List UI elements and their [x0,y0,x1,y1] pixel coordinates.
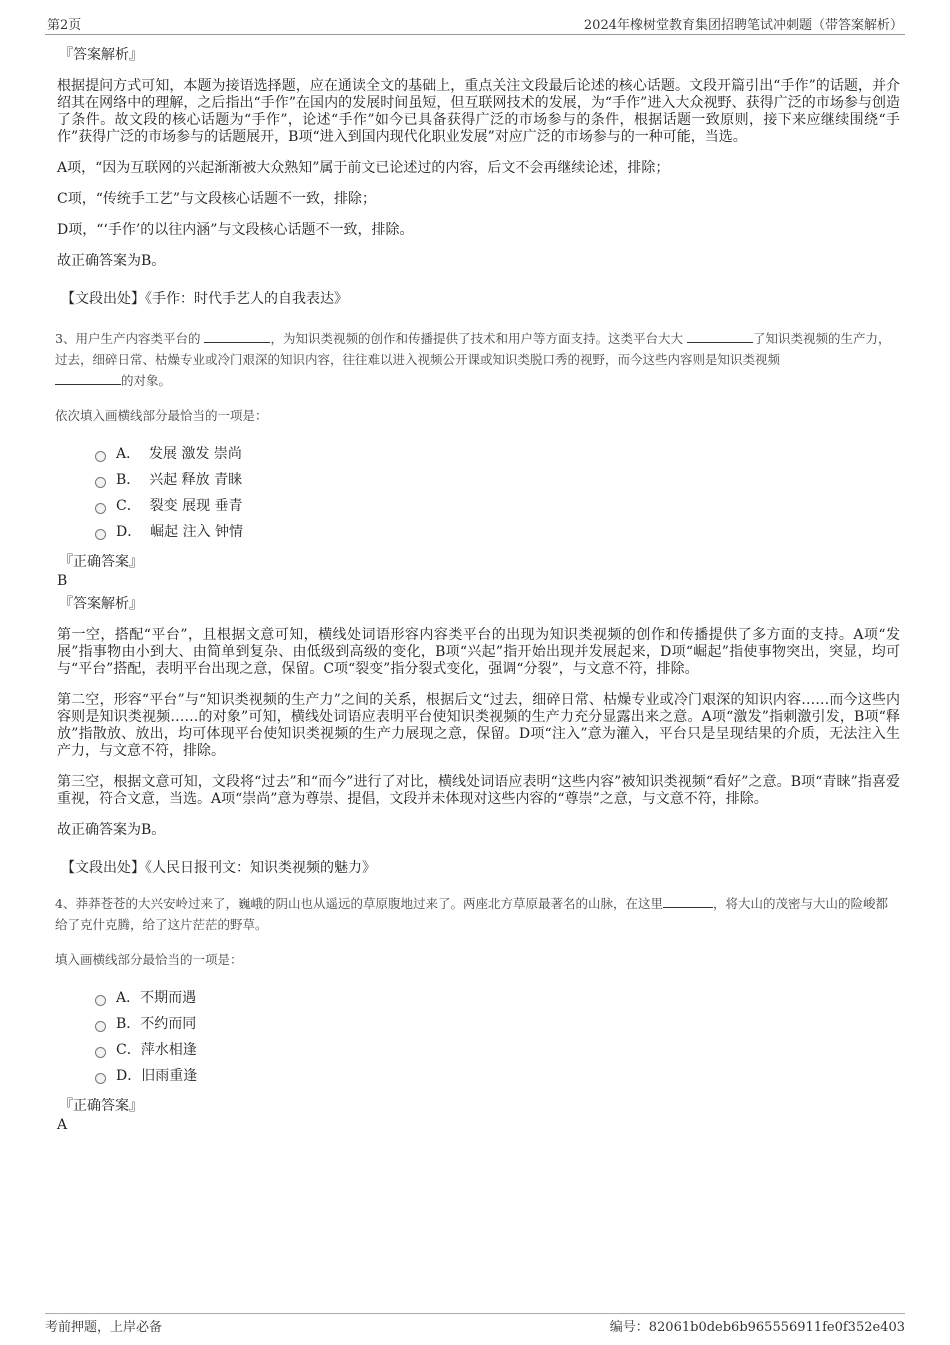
q2-conclusion: 故正确答案为B。 [57,253,166,269]
q2-analysis-p1: 根据提问方式可知，本题为接语选择题，应在通读全文的基础上，重点关注文段最后论述的核心话题。文段开篇引出“手作”的话题，并介绍其在网络中的理解，之后指出“手作”在国内的发展时间虽短，但互联网技术的发展，为“手作”进入大众视野、获得广泛的市场参与创造了条件。故文段的核心话题为“手作”，论述“手作”如今已具备获得广泛的市场参与的条件，根据话题一致原则，接下来应继续围绕“手作”获得广泛的市场参与的话题展开，B项“进入到国内现代化职业发展”对应广泛的市场参与的一种可能，当选。 [57,78,900,145]
radio-icon[interactable] [95,477,106,488]
q4-prompt: 填入画横线部分最恰当的一项是： [55,952,243,967]
q3-option-c[interactable]: C． 裂变 展现 垂青 [95,493,900,519]
q4-option-c[interactable]: C． 萍水相逢 [95,1037,900,1063]
q3-answer-label: 『正确答案』 [59,554,143,570]
q4-answer-label: 『正确答案』 [59,1098,143,1114]
q2-source: 【文段出处】《手作：时代手艺人的自我表达》 [61,291,348,307]
q4-stem: 4、莽莽苍苍的大兴安岭过来了，巍峨的阴山也从遥远的草原腹地过来了。两座北方草原最著名的山脉，在这里 ，将大山的茂密与大山的险峻都给了克什克腾，给了这片茫茫的野草。 [55,896,888,932]
q2-analysis-p2: A项，“因为互联网的兴起渐渐被大众熟知”属于前文已论述过的内容，后文不会再继续论述，排除； [57,160,670,176]
blank-1 [204,330,270,343]
radio-icon[interactable] [95,1073,106,1084]
blank-1 [663,895,713,908]
q3-analysis-p2: 第二空，形容“平台”与“知识类视频的生产力”之间的关系，根据后文“过去，细碎日常、枯燥专业或冷门艰深的知识内容……而今这些内容则是知识类视频……的对象”可知，横线处词语应表明平台使知识类视频的生产力充分显露出来之意。A项“激发”指刺激引发，B项“释放”指散放、放出，均可体现平台使知识类视频的生产力展现之意，保留。D项“注入”意为灌入，平台只是呈现结果的介质，无法注入生产力，与文意不符，排除。 [57,692,900,759]
radio-icon[interactable] [95,503,106,514]
q2-analysis-p4: D项，“‘手作’的以往内涵”与文段核心话题不一致，排除。 [57,222,414,238]
blank-2 [687,330,753,343]
q3-stem: 3、用户生产内容类平台的 ，为知识类视频的创作和传播提供了技术和用户等方面支持。这类平台大大 了知识类视频的生产力，过去，细碎日常、枯燥专业或冷门艰深的知识内容，往往难以进入视频公开课或知识类脱口秀的视野，而今这些内容则是知识类视频 的对象。 [55,331,891,388]
page-header [45,14,905,35]
radio-icon[interactable] [95,995,106,1006]
q3-options [95,441,900,545]
main-content [55,44,900,1133]
q3-conclusion: 故正确答案为B。 [57,822,166,838]
q3-prompt: 依次填入画横线部分最恰当的一项是： [55,408,268,423]
q3-analysis-label: 『答案解析』 [59,596,143,612]
q3-option-a[interactable]: A． 发展 激发 崇尚 [95,441,900,467]
radio-icon[interactable] [95,1047,106,1058]
q4-option-b[interactable]: B． 不约而同 [95,1011,900,1037]
radio-icon[interactable] [95,1021,106,1032]
blank-3 [55,372,121,385]
q3-analysis-p3: 第三空，根据文意可知，文段将“过去”和“而今”进行了对比，横线处词语应表明“这些内容”被知识类视频“看好”之意。B项“青睐”指喜爱重视，符合文意，当选。A项“崇尚”意为尊崇、提倡，文段并未体现对这些内容的“尊崇”之意，与文意不符，排除。 [57,774,900,807]
q4-option-d[interactable]: D． 旧雨重逢 [95,1063,900,1089]
document-title: 2024年橡树堂教育集团招聘笔试冲刺题（带答案解析） [583,18,903,33]
q3-option-b[interactable]: B． 兴起 释放 青睐 [95,467,900,493]
q3-analysis-p1: 第一空，搭配“平台”，且根据文意可知，横线处词语形容内容类平台的出现为知识类视频的创作和传播提供了多方面的支持。A项“发展”指事物由小到大、由简单到复杂、由低级到高级的变化，B项“兴起”指开始出现并发展起来，D项“崛起”指使事物突出，突显，均可与“平台”搭配，表明平台出现之意，保留。C项“裂变”指分裂式变化，强调“分裂”，与文意不符，排除。 [57,627,900,677]
q2-analysis-label: 『答案解析』 [59,47,143,63]
q3-option-d[interactable]: D． 崛起 注入 钟情 [95,519,900,545]
footer-slogan: 考前押题，上岸必备 [45,1320,163,1335]
radio-icon[interactable] [95,451,106,462]
page-number: 第2页 [47,18,82,33]
page-footer [45,1313,905,1335]
radio-icon[interactable] [95,529,106,540]
q4-option-a[interactable]: A． 不期而遇 [95,985,900,1011]
q3-answer: B [57,573,68,589]
q4-answer: A [57,1117,68,1133]
q3-source: 【文段出处】《人民日报刊文：知识类视频的魅力》 [61,860,376,876]
q2-analysis-p3: C项，“传统手工艺”与文段核心话题不一致，排除； [57,191,377,207]
q4-options [95,985,900,1089]
document-id: 编号：82061b0deb6b965556911fe0f352e403 [609,1320,905,1335]
